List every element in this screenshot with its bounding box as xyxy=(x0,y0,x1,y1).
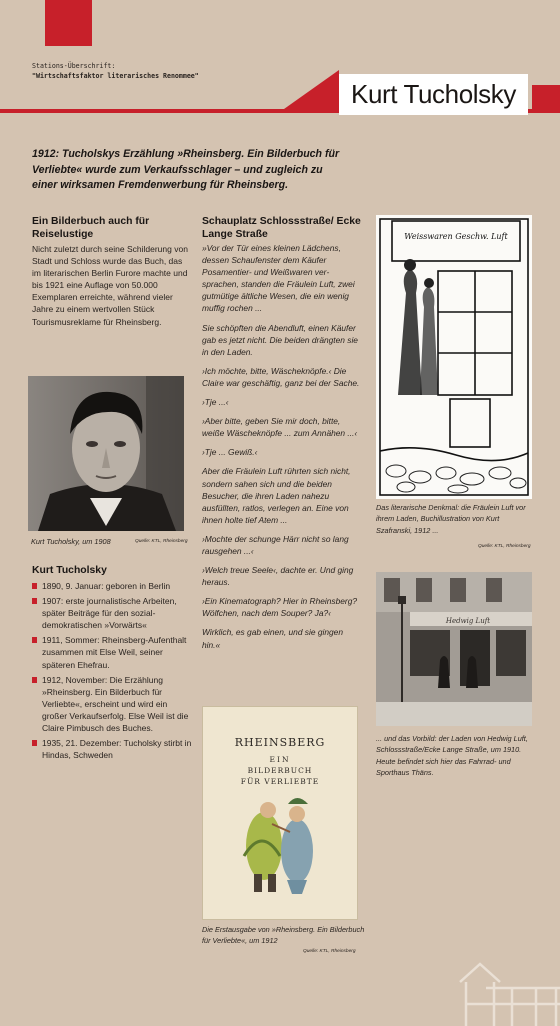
quote-paragraph: ›Aber bitte, geben Sie mir doch, bitte, weiße Wäscheknöpfe ... zum Annähen ...‹ xyxy=(202,416,358,439)
drawing-sign: Weisswaren Geschw. Luft xyxy=(404,232,508,241)
drawing-caption: Das literarische Denkmal: die Fräulein Luft vor ihrem Laden, Buchillustration von Kurt Szafranski, 1912 ... xyxy=(376,503,526,535)
header-red-block xyxy=(532,85,560,109)
book-subtitle-2: BILDERBUCH xyxy=(247,766,313,775)
quote-paragraph: Aber die Fräulein Luft rührten sich nicht, sondern sahen sich und die beiden Besucher, die ihren Laden nahezu ausfüllten, ratlos, verlegen an. Eine von ihnen holte tief Atem ... xyxy=(202,466,351,525)
section-heading-bilderbuch: Ein Bilderbuch auch für Reiselustige xyxy=(32,216,150,240)
bio-item: 1890, 9. Januar: geboren in Berlin xyxy=(32,580,192,592)
quote-paragraph: ›Welch treue Seele‹, dachte er. Und ging heraus. xyxy=(202,565,354,588)
station-label: Stations-Überschrift: xyxy=(32,62,116,70)
bullet-square-icon xyxy=(32,740,37,746)
quote-paragraph: Wirklich, es gab einen, und sie gingen hin.« xyxy=(202,627,343,650)
quote-paragraph: ›Tje ...‹ xyxy=(202,397,229,408)
bio-item: 1907: erste journalistische Arbeiten, später Beiträge für den sozialdemokratischen »Vorwärts« xyxy=(32,595,192,631)
portrait-photo xyxy=(28,376,184,531)
intro-text: 1912: Tucholskys Erzählung »Rheinsberg. Ein Bilderbuch für Verliebte« wurde zum Verkaufsschlager – und zugleich zu einer wirksamen Fremdenwerbung für Rheinsberg. xyxy=(32,148,340,191)
section-body-bilderbuch: Nicht zuletzt durch seine Schilderung von Stadt und Schloss wurde das Buch, das im literarischen Berlin Furore machte und bis 1921 eine Auflage von 50.000 Exemplaren erreichte, während vieler Jahre zu einem wertvollen Stück Tourismusreklame für Rheinsberg. xyxy=(32,244,188,327)
book-source: Quelle: KTL, Rheinsberg xyxy=(303,949,356,954)
book-subtitle-3: FÜR VERLIEBTE xyxy=(240,777,320,786)
header-red-wedge xyxy=(284,70,339,109)
bio-item: 1912, November: Die Erzählung »Rheinsberg. Ein Bilderbuch für Verliebte«, erscheint und wird ein großer Verkaufserfolg. Else Weil ist die Claire Pimbusch des Buches. xyxy=(32,674,192,734)
shop-caption: ... und das Vorbild: der Laden von Hedwig Luft, Schlossstraße/Ecke Lange Straße, um 1910. Heute befindet sich hier das Fahrrad- und Sporthaus Thäns. xyxy=(376,734,528,778)
drawing-source: Quelle: KTL, Rheinsberg xyxy=(478,544,531,549)
portrait-source: Quelle: KTL, Rheinsberg xyxy=(135,539,188,544)
quote-paragraph: ›Ich möchte, bitte, Wäscheknöpfe.‹ Die Claire war geschäftig, ganz bei der Sache. xyxy=(202,365,360,388)
book-caption: Die Erstausgabe von »Rheinsberg. Ein Bilderbuch für Verliebte«, um 1912 xyxy=(202,925,365,946)
bullet-square-icon xyxy=(32,598,37,604)
quote-paragraph: ›Tje ... Gewiß.‹ xyxy=(202,447,258,458)
quote-paragraph: ›Ein Kinematograph? Hier in Rheinsberg? Wölfchen, nach dem Souper? Ja?‹ xyxy=(202,596,358,619)
portrait-caption: Kurt Tucholsky, um 1908 xyxy=(31,537,111,546)
book-cover-image xyxy=(202,706,358,920)
bullet-square-icon xyxy=(32,677,37,683)
quote-paragraph: »Vor der Tür eines kleinen Lädchens, dessen Schaufenster dem Käufer Posamentier- und Weißwaren versprachen, standen die Fräulein Luft, zwei gutmütige ältliche Wesen, die ein wenig muffig rochen ... xyxy=(202,243,355,314)
bio-item: 1911, Sommer: Rheinsberg-Aufenthalt zusammen mit Else Weil, seiner späteren Ehefrau. xyxy=(32,634,192,670)
book-title: RHEINSBERG xyxy=(234,736,326,749)
shop-photo xyxy=(376,572,532,726)
bio-list xyxy=(32,580,192,764)
illustration-drawing xyxy=(376,215,532,499)
red-accent-square xyxy=(45,0,92,46)
bio-item: 1935, 21. Dezember: Tucholsky stirbt in Hindas, Schweden xyxy=(32,737,192,761)
quote-block xyxy=(202,242,362,658)
bullet-square-icon xyxy=(32,637,37,643)
book-subtitle-1: EIN xyxy=(269,755,291,764)
quote-paragraph: ›Mochte der schunge Härr nicht so lang rausgehen ...‹ xyxy=(202,533,349,556)
quote-paragraph: Sie schöpften die Abendluft, einen Käufer gab es jetzt nicht. Die beiden drängten sie in den Laden. xyxy=(202,322,358,357)
bio-heading: Kurt Tucholsky xyxy=(32,565,107,576)
house-outline-icon xyxy=(452,958,560,1026)
page-title: Kurt Tucholsky xyxy=(351,79,516,109)
station-title: "Wirtschaftsfaktor literarisches Renommee" xyxy=(32,72,199,80)
shop-sign: Hedwig Luft xyxy=(445,617,491,625)
bullet-square-icon xyxy=(32,583,37,589)
section-heading-schauplatz: Schauplatz Schlossstraße/ Ecke Lange Straße xyxy=(202,216,361,240)
